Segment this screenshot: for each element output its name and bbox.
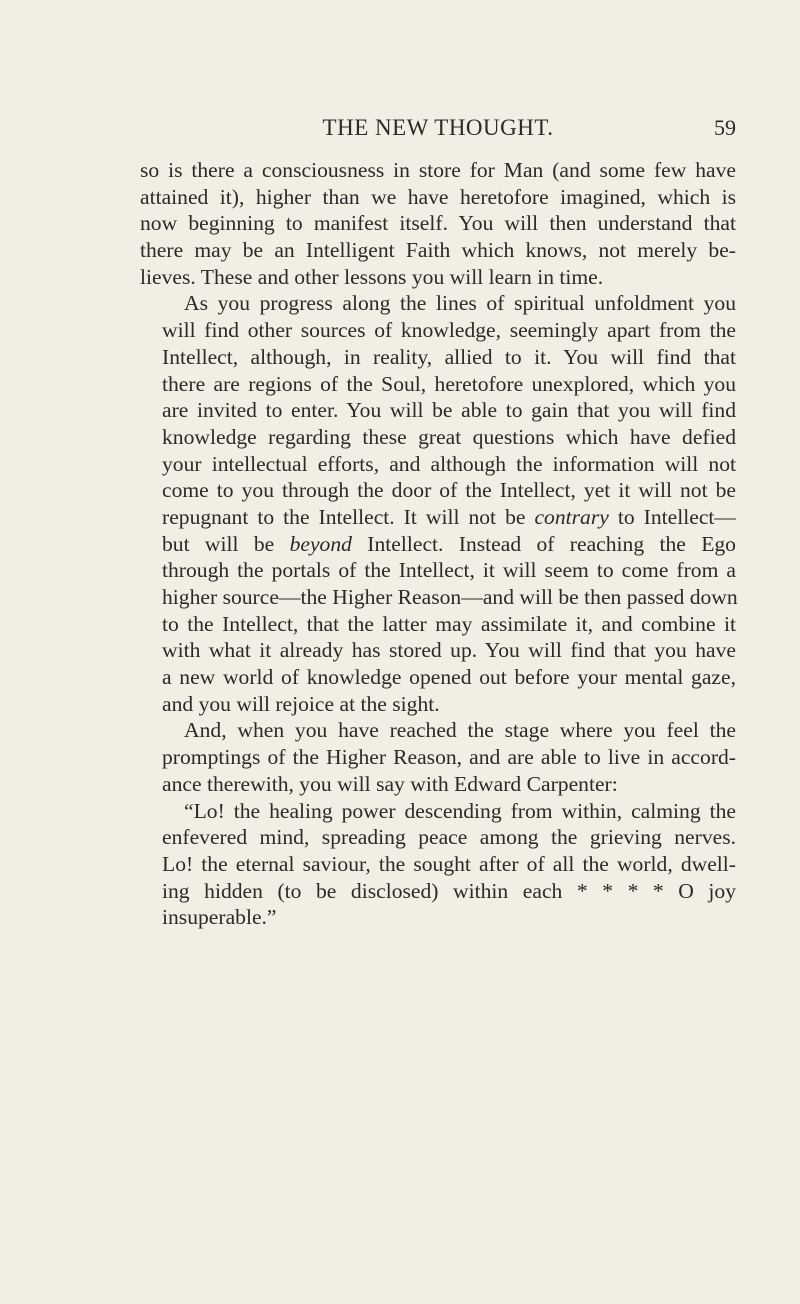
paragraph-3 bbox=[140, 717, 736, 931]
quote-line: enfevered mind, spreading peace among the grieving nerves. bbox=[162, 825, 736, 850]
italic-word: beyond bbox=[289, 531, 352, 556]
text-line: knowledge regarding these great questions which have defied bbox=[162, 424, 736, 449]
text-line: there are regions of the Soul, heretofore unexplored, which you bbox=[162, 371, 736, 396]
text-line: And, when you have reached the stage where you feel the bbox=[184, 718, 736, 743]
text-line bbox=[140, 397, 736, 424]
text-line: with what it already has stored up. You will find that you have bbox=[162, 638, 736, 663]
text-line: As you progress along the lines of spiritual unfoldment you bbox=[184, 291, 736, 316]
text-line: Intellect, although, in reality, allied to it. You will find that bbox=[162, 344, 736, 369]
running-head bbox=[140, 113, 736, 143]
text-line: now beginning to manifest itself. You will then understand that bbox=[140, 211, 736, 236]
quote-line: Lo! the eternal saviour, the sought after of all the world, dwell- bbox=[162, 851, 736, 876]
quote-line: “Lo! the healing power descending from within, calming the bbox=[184, 798, 736, 823]
text-fragment: are invited to enter. You will be able to gain bbox=[162, 398, 569, 423]
text-fragment: but will be bbox=[162, 531, 275, 556]
quote-line: insuperable.” bbox=[162, 905, 277, 930]
text-line: ance therewith, you will say with Edward Carpenter: bbox=[162, 771, 618, 796]
paragraph-1 bbox=[140, 157, 736, 290]
paragraph-2 bbox=[140, 290, 736, 717]
text-line bbox=[140, 504, 736, 531]
text-line: your intellectual efforts, and although the information will not bbox=[162, 451, 736, 476]
text-fragment: Intellect. Instead of reaching the Ego bbox=[367, 531, 736, 556]
text-line: attained it), higher than we have heretofore imagined, which is bbox=[140, 184, 736, 209]
italic-word: contrary bbox=[534, 504, 609, 529]
text-line: through the portals of the Intellect, it will seem to come from a bbox=[162, 558, 736, 583]
text-line: come to you through the door of the Intellect, yet it will not be bbox=[162, 478, 736, 503]
text-line: higher source—the Higher Reason—and will be then passed down bbox=[162, 585, 738, 609]
text-line bbox=[140, 531, 736, 558]
text-line: so is there a consciousness in store for Man (and some few have bbox=[140, 158, 736, 182]
page-number: 59 bbox=[714, 115, 736, 140]
running-title: THE NEW THOUGHT. bbox=[322, 115, 554, 140]
text-fragment: to Intellect— bbox=[617, 504, 736, 529]
text-fragment: that you will find bbox=[576, 398, 737, 423]
text-line: promptings of the Higher Reason, and are able to live in accord- bbox=[162, 745, 736, 770]
text-line: to the Intellect, that the latter may assimilate it, and combine it bbox=[162, 611, 736, 636]
text-line: and you will rejoice at the sight. bbox=[162, 691, 440, 716]
text-line: a new world of knowledge opened out before your mental gaze, bbox=[162, 665, 736, 690]
quote-line: ing hidden (to be disclosed) within each * * * * O joy bbox=[162, 878, 736, 903]
text-line: will find other sources of knowledge, seemingly apart from the bbox=[162, 318, 736, 343]
body-text bbox=[140, 157, 736, 931]
text-fragment: repugnant to the Intellect. It will not be bbox=[162, 504, 526, 529]
text-line: lieves. These and other lessons you will learn in time. bbox=[140, 264, 604, 289]
text-line: there may be an Intelligent Faith which knows, not merely be- bbox=[140, 238, 736, 263]
